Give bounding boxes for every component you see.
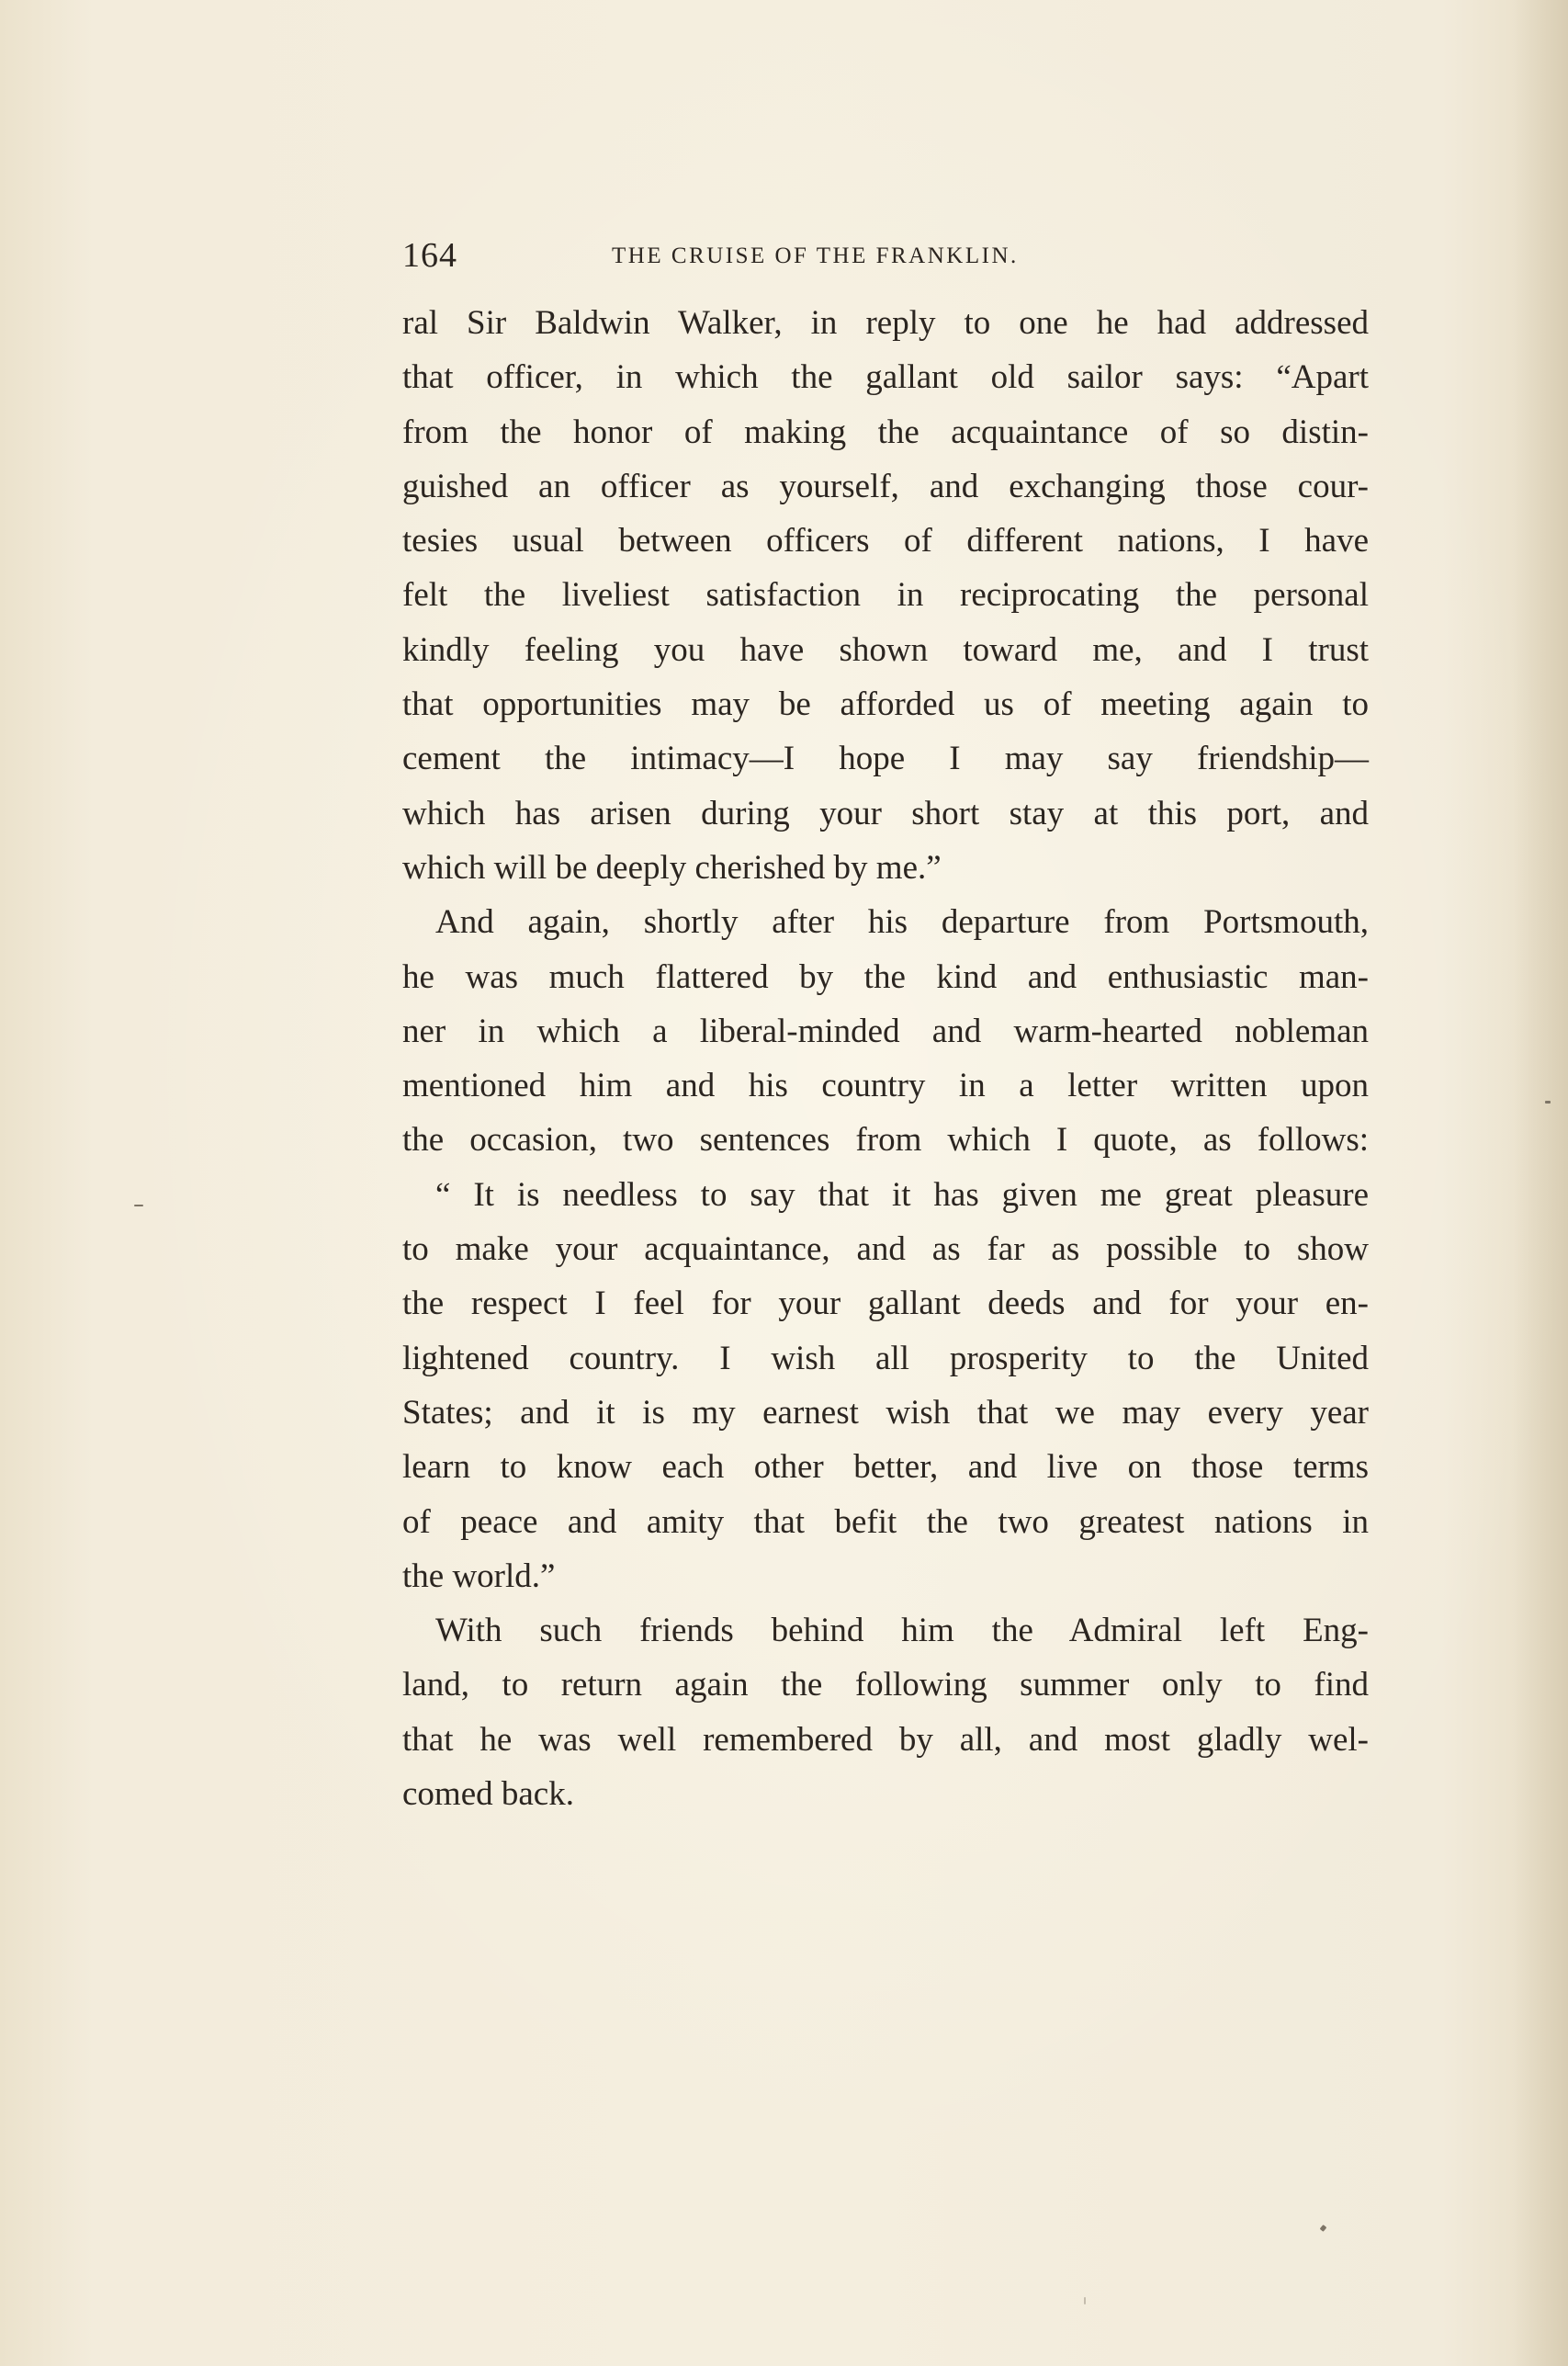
text-line: With such friends behind him the Admiral left Eng- [435,1612,1369,1650]
paper-speck [1320,2224,1327,2232]
text-line: guished an officer as yourself, and exchanging those cour- [402,467,1369,505]
page-edge-shadow [1513,0,1568,2366]
text-line: that he was well remembered by all, and most gladly wel- [402,1720,1369,1759]
text-line: ral Sir Baldwin Walker, in reply to one he had addressed [402,304,1369,342]
text-line: which will be deeply cherished by me.” [402,848,942,887]
page-header [402,230,1376,285]
text-line: he was much flattered by the kind and enthusiastic man- [402,957,1369,996]
text-line: land, to return again the following summer only to find [402,1666,1369,1704]
text-line: of peace and amity that befit the two greatest nations in [402,1502,1369,1541]
paper-speck [1545,1101,1551,1104]
text-line: the occasion, two sentences from which I quote, as follows: [402,1121,1369,1160]
paper-speck [134,1205,143,1206]
text-line: that officer, in which the gallant old sailor says: “Apart [402,358,1369,397]
text-line: that opportunities may be afforded us of meeting again to [402,685,1369,724]
paper-speck [1084,2297,1086,2304]
running-head: THE CRUISE OF THE FRANKLIN. [612,243,1019,268]
text-line: lightened country. I wish all prosperity to the United [402,1339,1369,1377]
text-line: felt the liveliest satisfaction in reciprocating the personal [402,576,1369,615]
text-line: cement the intimacy—I hope I may say friendship— [402,740,1369,778]
text-line: mentioned him and his country in a letter written upon [402,1067,1369,1105]
text-line: learn to know each other better, and live on those terms [402,1448,1369,1487]
text-line: States; and it is my earnest wish that we may every year [402,1393,1369,1432]
body-text [402,296,1369,1821]
text-line: which has arisen during your short stay at this port, and [402,794,1369,832]
text-line: the world.” [402,1557,556,1595]
text-line: ner in which a liberal-minded and warm-hearted nobleman [402,1012,1369,1050]
text-line: from the honor of making the acquaintance of so distin- [402,413,1369,451]
text-line: comed back. [402,1775,574,1814]
text-line: “ It is needless to say that it has given me great pleasure [435,1175,1369,1214]
text-line: And again, shortly after his departure from Portsmouth, [435,903,1369,942]
text-line: the respect I feel for your gallant deeds and for your en- [402,1285,1369,1323]
page-number: 164 [402,236,457,275]
text-line: tesies usual between officers of different nations, I have [402,522,1369,560]
text-line: to make your acquaintance, and as far as possible to show [402,1230,1369,1269]
text-line: kindly feeling you have shown toward me, and I trust [402,630,1369,669]
